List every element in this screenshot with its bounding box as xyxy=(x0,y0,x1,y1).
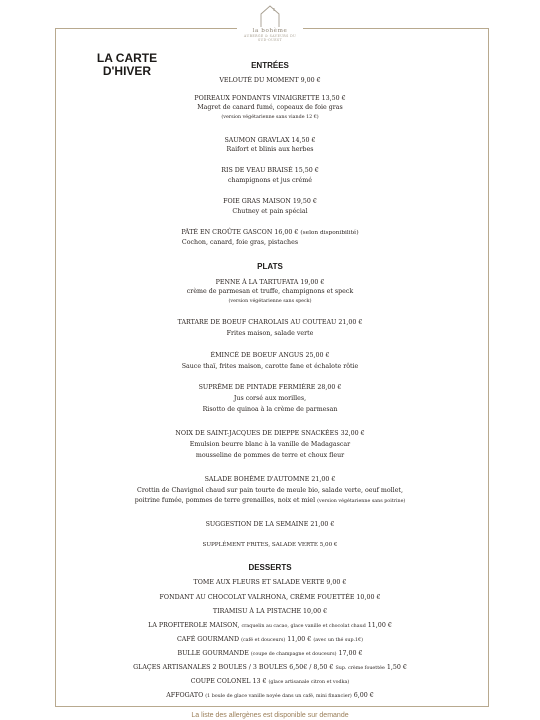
menu-item-poireaux: POIREAUX FONDANTS VINAIGRETTE 13,50 € xyxy=(194,95,346,102)
menu-item-affogato: AFFOGATO (1 boule de glace vanille noyée dans un café, mini financier) 6,00 € xyxy=(166,692,374,699)
logo-subtitle: AUBERGE & SAVEURS DU SUD-OUEST xyxy=(243,34,297,42)
menu-item-cafe-gourmand: CAFÉ GOURMAND (café et douceurs) 11,00 € (avec un thé sup.1€) xyxy=(176,636,364,643)
menu-item-supplement: SUPPLÉMENT FRITES, SALADE VERTE 5,00 € xyxy=(202,542,338,548)
menu-item-desc: poitrine fumée, pommes de terre grenailles, noix et miel (version végétarienne sans poitrine) xyxy=(134,497,406,504)
menu-item-fondant: FONDANT AU CHOCOLAT VALRHONA, CRÈME FOUETTÉE 10,00 € xyxy=(159,594,381,601)
menu-item-foie-gras: FOIE GRAS MAISON 19,50 € xyxy=(223,198,317,205)
menu-item-tiramisu: TIRAMISU À LA PISTACHE 10,00 € xyxy=(212,608,328,615)
menu-item-ris: RIS DE VEAU BRAISÉ 15,50 € xyxy=(221,167,319,174)
menu-item-tartare: TARTARE DE BOEUF CHAROLAIS AU COUTEAU 21,00 € xyxy=(177,319,363,326)
menu-item-veg-note: (version végétarienne sans viande 12 €) xyxy=(221,115,319,120)
allergen-footer-note: La liste des allergènes est disponible sur demande xyxy=(191,712,349,719)
menu-item-penne: PENNE À LA TARTUFATA 19,00 € xyxy=(215,279,325,286)
menu-item-salade: SALADE BOHÈME D'AUTOMNE 21,00 € xyxy=(204,476,336,483)
menu-item-desc: Crottin de Chavignol chaud sur pain tourte de meule bio, salade verte, oeuf mollet, xyxy=(137,487,403,494)
menu-item-desc: Risotto de quinoa à la crème de parmesan xyxy=(202,406,338,413)
menu-item-emince: ÉMINCÉ DE BOEUF ANGUS 25,00 € xyxy=(210,352,330,359)
menu-item-veg-note: (version végétarienne sans speck) xyxy=(228,299,312,304)
menu-item-desc: Emulsion beurre blanc à la vanille de Madagascar xyxy=(189,441,351,448)
menu-item-desc: Magret de canard fumé, copeaux de foie gras xyxy=(197,104,343,111)
section-heading-desserts: DESSERTS xyxy=(248,563,292,572)
menu-item-desc: crème de parmesan et truffe, champignons et speck xyxy=(186,288,354,295)
menu-item-desc: Jus corsé aux morilles, xyxy=(233,395,307,402)
menu-item-coupe-colonel: COUPE COLONEL 13 € (glace artisanale citron et vodka) xyxy=(190,678,350,685)
menu-item-saint-jacques: NOIX DE SAINT-JACQUES DE DIEPPE SNACKÉES 32,00 € xyxy=(175,430,365,437)
menu-item-profiterole: LA PROFITEROLE MAISON, craquelin au cacao, glace vanille et chocolat chaud 11,00 € xyxy=(148,622,392,629)
menu-item-desc: Sauce thaï, frites maison, carotte fane et échalote rôtie xyxy=(181,363,359,370)
menu-item-pate: PÂTÉ EN CROÛTE GASCON 16,00 € (selon disponibilité) xyxy=(181,229,359,236)
section-heading-plats: PLATS xyxy=(257,262,283,271)
menu-item-bulle-gourmande: BULLE GOURMANDE (coupe de champagne et douceurs) 17,00 € xyxy=(177,650,363,657)
house-icon xyxy=(259,4,281,28)
logo-name: la bohème xyxy=(252,28,288,34)
menu-item-supreme: SUPRÊME DE PINTADE FERMIÈRE 28,00 € xyxy=(198,384,342,391)
restaurant-logo xyxy=(237,4,303,44)
menu-item-glaces: GLAÇES ARTISANALES 2 BOULES / 3 BOULES 6,50€ / 8,50 € Sup. crème fouettée 1,50 € xyxy=(133,664,407,671)
page-title: LA CARTE D'HIVER xyxy=(96,51,158,78)
menu-item-desc: Chutney et pain spécial xyxy=(232,208,308,215)
menu-item-veloute: VELOUTÉ DU MOMENT 9,00 € xyxy=(219,77,321,84)
menu-item-desc: Frites maison, salade verte xyxy=(226,330,314,337)
menu-item-tome: TOME AUX FLEURS ET SALADE VERTE 9,00 € xyxy=(193,579,347,586)
menu-item-desc: Cochon, canard, foie gras, pistaches xyxy=(181,239,299,246)
section-heading-entrees: ENTRÉES xyxy=(251,61,289,70)
menu-item-desc: champignons et jus crémé xyxy=(228,177,312,184)
menu-item-desc: Raifort et blinis aux herbes xyxy=(226,146,314,153)
menu-item-saumon: SAUMON GRAVLAX 14,50 € xyxy=(224,137,316,144)
menu-item-desc: mousseline de pommes de terre et choux fleur xyxy=(195,452,345,459)
menu-item-suggestion: SUGGESTION DE LA SEMAINE 21,00 € xyxy=(205,521,335,528)
